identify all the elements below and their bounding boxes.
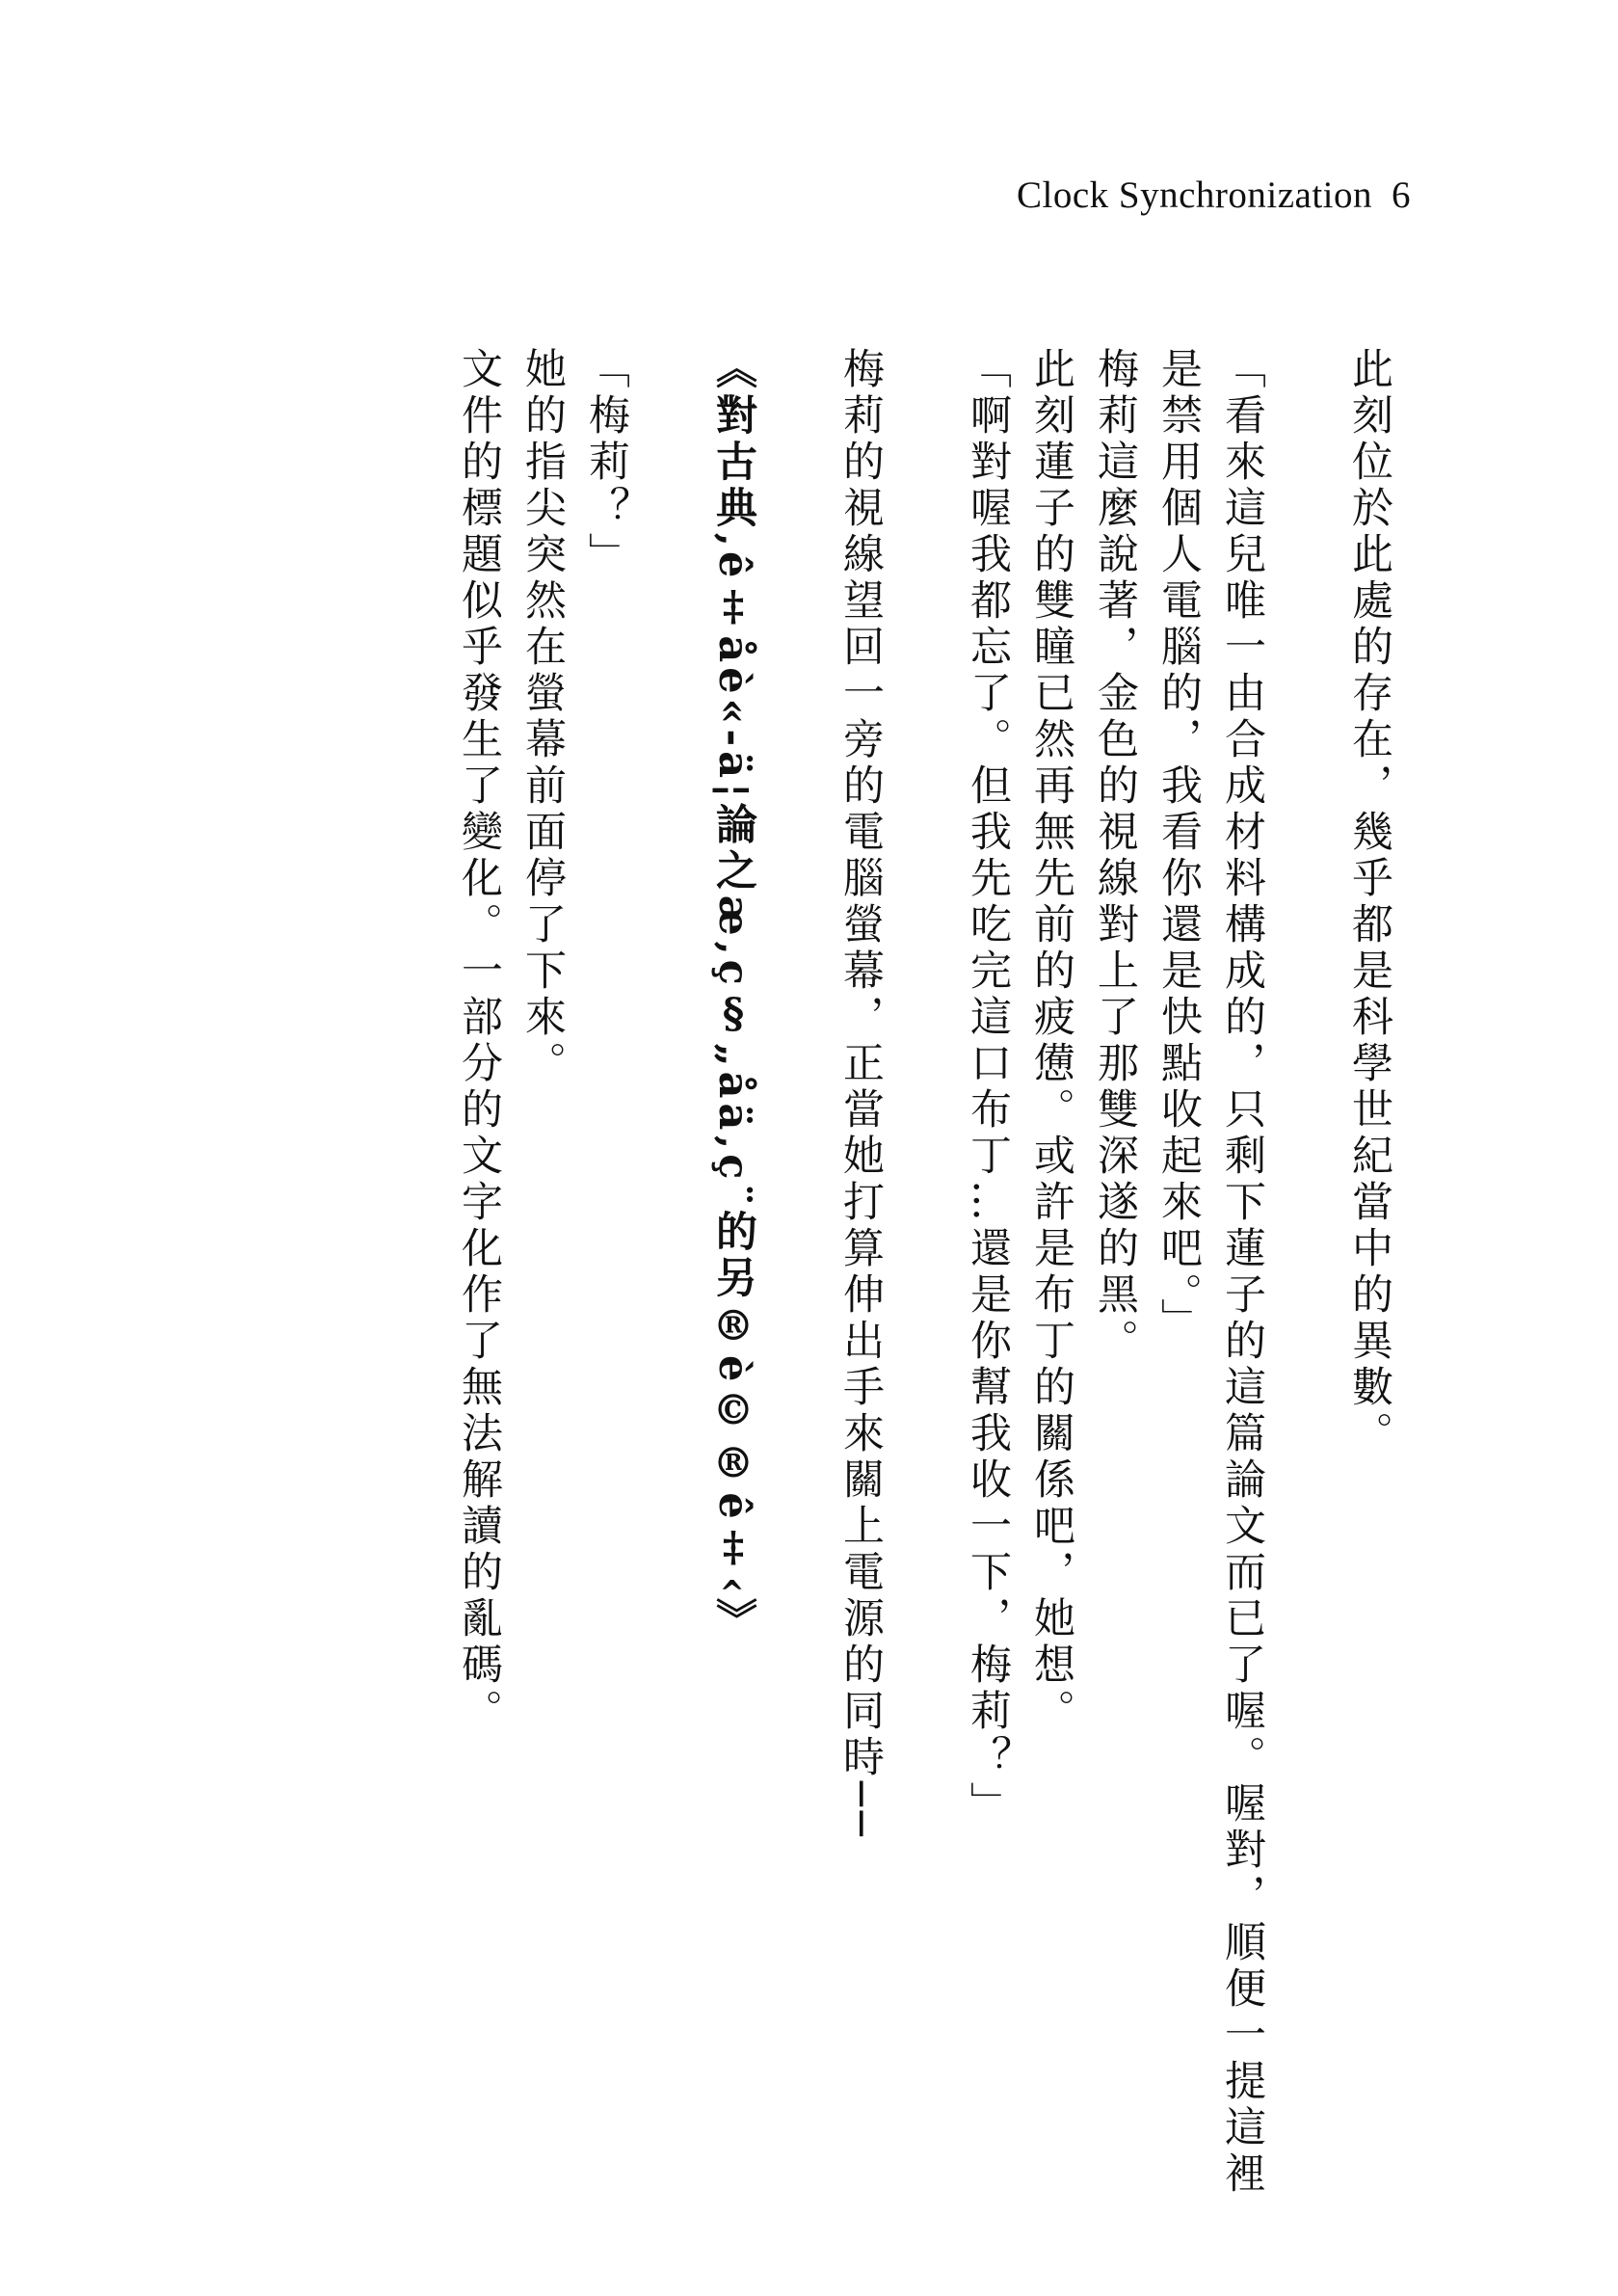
paragraph-5: 「啊對喔我都忘了。但我先吃完這口布丁…還是你幫我收一下，梅莉？」 — [964, 347, 1012, 1828]
page-number: 6 — [1392, 174, 1411, 216]
document-title-garbled: 《對古典‚ê‡åè«-ä¦論之æ‚ç§„åä‚ç¨的另®è©®ê‡‹》 — [709, 347, 757, 1644]
header-title: Clock Synchronization — [1016, 174, 1372, 216]
paragraph-1: 此刻位於此處的存在，幾乎都是科學世紀當中的異數。 — [1345, 347, 1393, 1457]
paragraph-4: 此刻蓮子的雙瞳已然再無先前的疲憊。或許是布丁的關係吧，她想。 — [1027, 347, 1075, 1735]
paragraph-3: 梅莉這麼說著，金色的視線對上了那雙深遂的黑。 — [1091, 347, 1139, 1365]
paragraph-2: 「看來這兒唯一由合成材料構成的，只剩下蓮子的這篇論文而已了喔。喔對，順便一提這裡是禁用個人電腦的，我看你還是快點收起來吧。」 — [1154, 347, 1266, 2198]
paragraph-8: 「梅莉？」 — [582, 347, 630, 578]
vertical-text-block — [447, 347, 1401, 2198]
paragraph-9: 她的指尖突然在螢幕前面停了下來。 — [518, 347, 567, 1087]
paragraph-6: 梅莉的視線望回一旁的電腦螢幕，正當她打算伸出手來關上電源的同時── — [836, 347, 885, 1841]
running-header — [1017, 174, 1411, 217]
paragraph-10: 文件的標題似乎發生了變化。一部分的文字化作了無法解讀的亂碼。 — [455, 347, 503, 1735]
